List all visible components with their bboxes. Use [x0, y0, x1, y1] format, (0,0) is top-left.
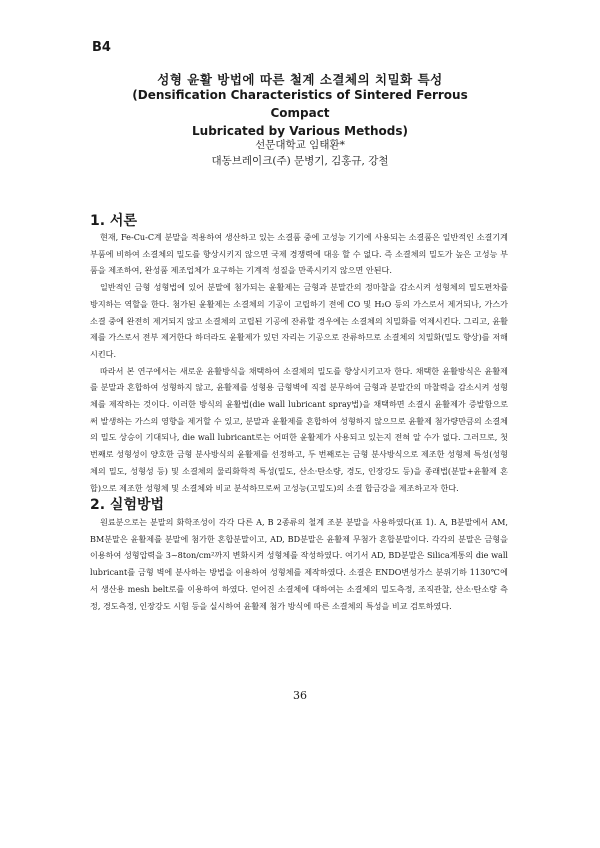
- paragraph: 일반적인 금형 성형법에 있어 분말에 첨가되는 윤활제는 금형과 분말간의 정마찰을 감소시켜 성형체의 밀도편차를 방지하는 역할을 한다. 첨가된 윤활제는 소결체의 기공이 고립하기 전에 CO 및 H₂O 등의 가스로서 제거되나, 가스가 소결 중에 완전히 제거되지 않고 소결체의 고립된 기공에 잔류할 경우에는 소결체의 치밀화를 억제시킨다. 그리고, 윤활제를 가스로서 전부 제거한다 하더라도 윤활제가 있던 자리는 기공으로 잔류하므로 소결체의 치밀화(밀도 향상)를 저해시킨다.: [90, 282, 508, 359]
- paragraph: 원료분으로는 분말의 화학조성이 각각 다른 A, B 2종류의 철계 조분 분말을 사용하였다(표 1). A, B분말에서 AM, BM분말은 윤활제를 분말에 첨가한 혼합분말이고, AD, BD분말은 윤활제 무첨가 혼합분말이다. 각각의 분말은 금형을 이용하여 성형압력을 3~8ton/cm²까지 변화시켜 성형체를 작성하였다. 여기서 AD, BD분말은 Silica계통의 die wall lubricant를 금형 벽에 분사하는 방법을 이용하여 성형체를 제작하였다. 소결은 ENDO변성가스 분위기하 1130℃에서 생산용 mesh belt로를 이용하여 하였다. 얻어진 소결체에 대하여는 소결체의 밀도측정, 조직관찰, 산소·탄소량 측정, 경도측정, 인장강도 시험 등을 실시하여 윤활제 첨가 방식에 따른 소결체의 특성을 비교 검토하였다.: [90, 517, 508, 611]
- paper-code: B4: [92, 40, 111, 55]
- section-heading-methods: 2. 실험방법: [90, 497, 165, 513]
- title-english: [120, 86, 480, 140]
- title-english-line-1: (Densification Characteristics of Sintered Ferrous Compact: [132, 88, 468, 120]
- author-affiliation-1: 선문대학교 임태환*: [255, 139, 345, 151]
- page-number: 36: [293, 689, 307, 702]
- title-korean: 성형 윤활 방법에 따른 철계 소결체의 치밀화 특성: [157, 72, 443, 87]
- paragraph: 현재, Fe-Cu-C계 분말을 적용하여 생산하고 있는 소결품 중에 고성능 기기에 사용되는 소결품은 일반적인 소결기계 부품에 비하여 소결체의 밀도를 향상시키지 않으면 국제 경쟁력에 대응 할 수 없다. 즉 소결체의 밀도가 높은 고성능 부품을 제조하여, 완성품 제조업체가 요구하는 기계적 성질을 만족시키지 않으면 안된다.: [90, 232, 508, 276]
- paragraph: 따라서 본 연구에서는 새로운 윤활방식을 채택하여 소결체의 밀도를 향상시키고자 한다. 채택한 윤활방식은 윤활제를 분말과 혼합하여 성형하지 않고, 윤활제를 성형용 금형벽에 직접 분무하여 금형과 분말간의 마찰력을 감소시켜 성형체를 제작하는 것이다. 이러한 방식의 윤활법(die wall lubricant spray법)을 채택하면 소결시 윤활제가 증발함으로써 발생하는 가스의 영향을 제거할 수 있고, 분말과 윤활제를 혼합하여 성형하지 않으므로 윤활제 첨가량만큼의 소결체의 밀도 상승이 기대되나, die wall lubricant로는 어떠한 윤활제가 사용되고 있는지 전혀 알 수가 없다. 그러므로, 첫 번째로 성형성이 양호한 금형 분사방식의 윤활제를 선정하고, 두 번째로는 금형 분사방식으로 제조한 성형체 특성(성형체의 밀도, 성형성 등) 및 소결체의 물리화학적 특성(밀도, 산소·탄소량, 경도, 인장강도 등)을 종래법(분말+윤활제 혼합)으로 제조한 성형체 및 소결체와 비교 분석하므로써 고성능(고밀도)의 소결 합금강을 제조하고자 한다.: [90, 365, 508, 493]
- author-affiliation-2: 대동브레이크(주) 문병기, 김홍규, 강철: [211, 155, 389, 167]
- section-body-methods: [90, 514, 508, 614]
- title-english-line-2: Lubricated by Various Methods): [192, 124, 408, 138]
- section-body-introduction: [90, 229, 508, 496]
- section-heading-introduction: 1. 서론: [90, 213, 137, 229]
